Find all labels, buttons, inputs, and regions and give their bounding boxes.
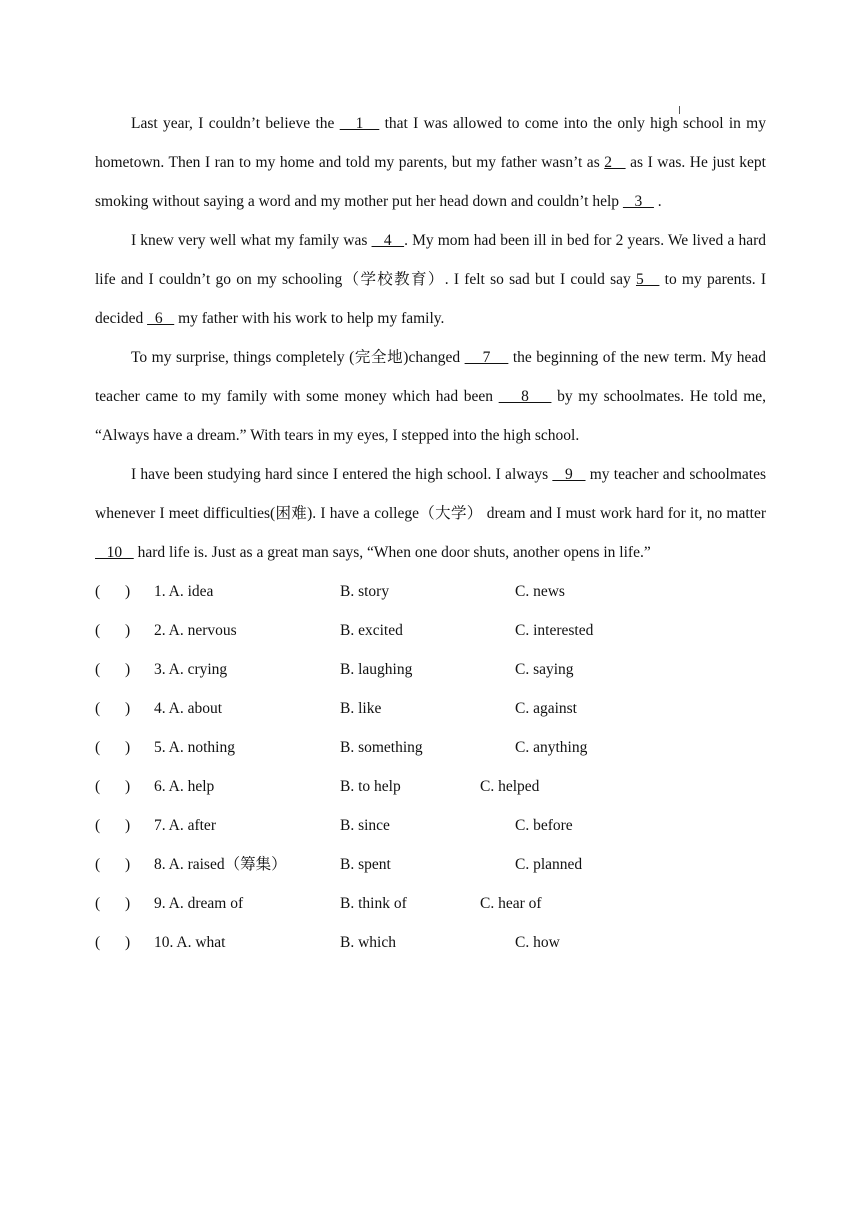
answer-slot-close: ) [125,739,131,756]
blank-10: 10 [95,544,134,561]
option-c: C. anything [515,739,588,756]
answer-slot-open: ( [95,817,101,834]
answer-slot-close: ) [125,700,131,717]
option-b: B. something [340,739,423,756]
question-row [95,650,766,689]
answer-slot-open: ( [95,661,101,678]
option-c: C. interested [515,622,594,639]
answer-slot-close: ) [125,622,131,639]
answer-slot-close: ) [125,778,131,795]
answer-slot-open: ( [95,856,101,873]
option-a: 8. A. raised（筹集） [154,856,287,873]
answer-slot-open: ( [95,583,101,600]
option-a: 2. A. nervous [154,622,237,639]
option-b: B. since [340,817,390,834]
question-row [95,845,766,884]
blank-3: 3 [622,193,654,210]
exercise-page [95,104,766,962]
question-row [95,689,766,728]
blank-4: 4 [371,232,405,249]
question-row [95,923,766,962]
blank-2: 2 [604,154,626,171]
option-c: C. how [515,934,560,951]
answer-slot-open: ( [95,895,101,912]
answer-slot-open: ( [95,622,101,639]
answer-slot-open: ( [95,778,101,795]
question-list [95,572,766,962]
passage-paragraph-2: I knew very well what my family was 4 . My mom had been ill in bed for 2 years. We lived a hard life and I couldn’t go on my schooling（学校教育）. I felt so sad but I could say 5 to my parents. I decided 6 my father with his work to help my family. [95,232,766,327]
answer-slot-open: ( [95,934,101,951]
option-b: B. like [340,700,382,717]
option-a: 3. A. crying [154,661,228,678]
answer-slot-close: ) [125,817,131,834]
option-a: 10. A. what [154,934,226,951]
option-a: 5. A. nothing [154,739,235,756]
answer-slot-close: ) [125,583,131,600]
question-row [95,806,766,845]
question-row [95,611,766,650]
option-c: C. hear of [480,895,542,912]
option-a: 7. A. after [154,817,216,834]
question-row [95,728,766,767]
blank-1: 1 [339,115,380,132]
passage-paragraph-1: Last year, I couldn’t believe the 1 that I was allowed to come into the only high school in my hometown. Then I ran to my home and told my parents, but my father wasn’t as 2 as I was. He just kept smoking without saying a word and my mother put her head down and couldn’t help 3 . [95,115,766,210]
option-a: 9. A. dream of [154,895,244,912]
option-b: B. think of [340,895,407,912]
option-a: 4. A. about [154,700,223,717]
answer-slot-close: ) [125,661,131,678]
option-b: B. to help [340,778,401,795]
passage-paragraph-4: I have been studying hard since I entered the high school. I always 9 my teacher and schoolmates whenever I meet difficulties(困难). I have a college（大学） dream and I must work hard for it, no matter 10 hard life is. Just as a great man says, “When one door shuts, another opens in life.” [95,466,767,561]
answer-slot-open: ( [95,700,101,717]
blank-8: 8 [498,388,552,405]
option-c: C. saying [515,661,574,678]
question-row [95,884,766,923]
answer-slot-close: ) [125,934,131,951]
option-c: C. planned [515,856,583,873]
option-c: C. helped [480,778,540,795]
option-b: B. excited [340,622,403,639]
option-a: 1. A. idea [154,583,214,600]
blank-7: 7 [464,349,509,366]
option-c: C. news [515,583,565,600]
option-c: C. before [515,817,573,834]
answer-slot-close: ) [125,895,131,912]
answer-slot-open: ( [95,739,101,756]
option-c: C. against [515,700,577,717]
option-a: 6. A. help [154,778,215,795]
question-row [95,767,766,806]
blank-6: 6 [147,310,175,327]
blank-9: 9 [552,466,586,483]
blank-5: 5 [635,271,660,288]
answer-slot-close: ) [125,856,131,873]
option-b: B. spent [340,856,391,873]
option-b: B. laughing [340,661,413,678]
passage-paragraph-3: To my surprise, things completely (完全地)changed 7 the beginning of the new term. My head teacher came to my family with some money which had been 8 by my schoolmates. He told me, “Always have a dream.” With tears in my eyes, I stepped into the high school. [95,349,767,444]
option-b: B. which [340,934,396,951]
option-b: B. story [340,583,390,600]
question-row [95,572,766,611]
